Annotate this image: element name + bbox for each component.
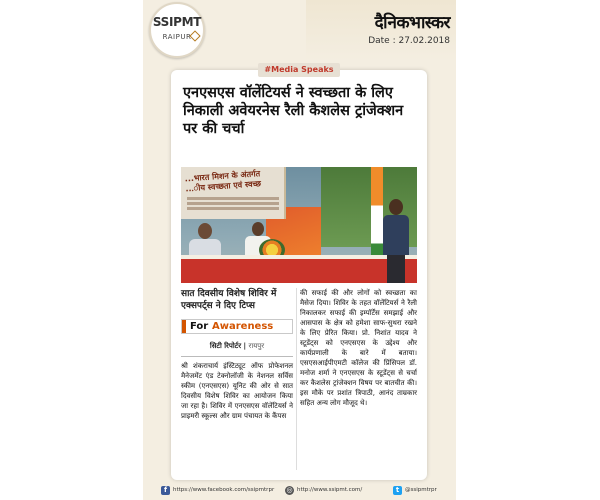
facebook-icon: f <box>161 486 170 495</box>
column-divider <box>296 288 297 470</box>
footer-web-link[interactable]: http://www.ssipmt.com/ <box>297 487 363 493</box>
media-poster <box>143 0 456 500</box>
photo-banner-lines <box>187 197 279 200</box>
newspaper-date: Date : 27.02.2018 <box>368 36 450 46</box>
media-speaks-tag: #Media Speaks <box>258 63 340 77</box>
photo-banner-text: ...भारत मिशन के अंतर्गत ...ीय स्वच्छता एवं स्वच्छ <box>184 169 262 194</box>
twitter-icon: t <box>393 486 402 495</box>
byline-place: रायपुर <box>248 342 265 350</box>
article-photo <box>181 167 417 283</box>
logo-main-text: SSIPMT <box>152 15 202 29</box>
photo-speaker <box>381 199 411 283</box>
section-label <box>181 319 293 334</box>
section-label-word: Awareness <box>212 321 274 332</box>
logo-sub-text: RAIPUR <box>162 33 192 41</box>
byline-rule <box>181 356 293 357</box>
section-label-for: For <box>190 321 209 332</box>
article-card <box>171 70 427 480</box>
institute-logo <box>149 2 205 58</box>
section-label-bar <box>182 320 186 333</box>
article-body-right: की सफाई की और लोगों को स्वच्छता का मैसेज दिया। शिविर के तहत वॉलेंटियर्स ने रैली निकालकर सफाई की इम्पॉर्टेंस समझाई और आसपास के क्षेत्र को हमेशा साफ-सुथरा रखने के लिए प्रेरित किया। प्रो. निशांत यादव ने स्टूडेंट्स को एनएसएस के उद्देश्य और कार्यप्रणाली के बारे में बताया। एसएसआईपीएमटी कॉलेज की प्रिंसिपल डॉ. मनोज शर्मा ने एनएसएस के स्टूडेंट्स से चर्चा कर कैशलेस ट्रांजेक्शन विषय पर बातचीत की। इस मौके पर प्रशांत त्रिपाठी, आनंद ताम्रकार सहित अन्य लोग मौजूद थे। <box>300 289 417 407</box>
article-body-left: श्री शंकराचार्य इंस्टिट्यूट ऑफ प्रोफेशनल मैनेजमेंट एंड टेक्नोलॉजी के नेशनल सर्विस स्कीम (एनएसएस) यूनिट की ओर से सात दिवसीय विशेष शिविर का आयोजन किया जा रहा है। शिविर में एनएसएस वॉलेंटियर्स ने प्राइमरी स्कूल्स और ग्राम पंचायत के कैंपस <box>181 362 293 420</box>
footer-twitter-link[interactable]: @ssipmtrpr <box>405 487 437 493</box>
article-byline: सिटी रिपोर्टर | रायपुर <box>209 342 265 350</box>
newspaper-name: दैनिकभास्कर <box>374 13 450 33</box>
byline-author: सिटी रिपोर्टर <box>209 342 242 350</box>
footer-bar <box>143 484 456 500</box>
footer-facebook-link[interactable]: https://www.facebook.com/ssipmtrpr <box>173 487 275 493</box>
article-subhead: सात दिवसीय विशेष शिविर में एक्सपर्ट्स ने दिए टिप्स <box>181 289 277 311</box>
photo-banner <box>181 167 286 219</box>
article-headline: एनएसएस वॉलेंटियर्स ने स्वच्छता के लिए निकाली अवेयरनेस रैली कैशलेस ट्रांजेक्शन पर की चर्चा <box>183 85 404 137</box>
globe-icon: ◎ <box>286 486 293 494</box>
